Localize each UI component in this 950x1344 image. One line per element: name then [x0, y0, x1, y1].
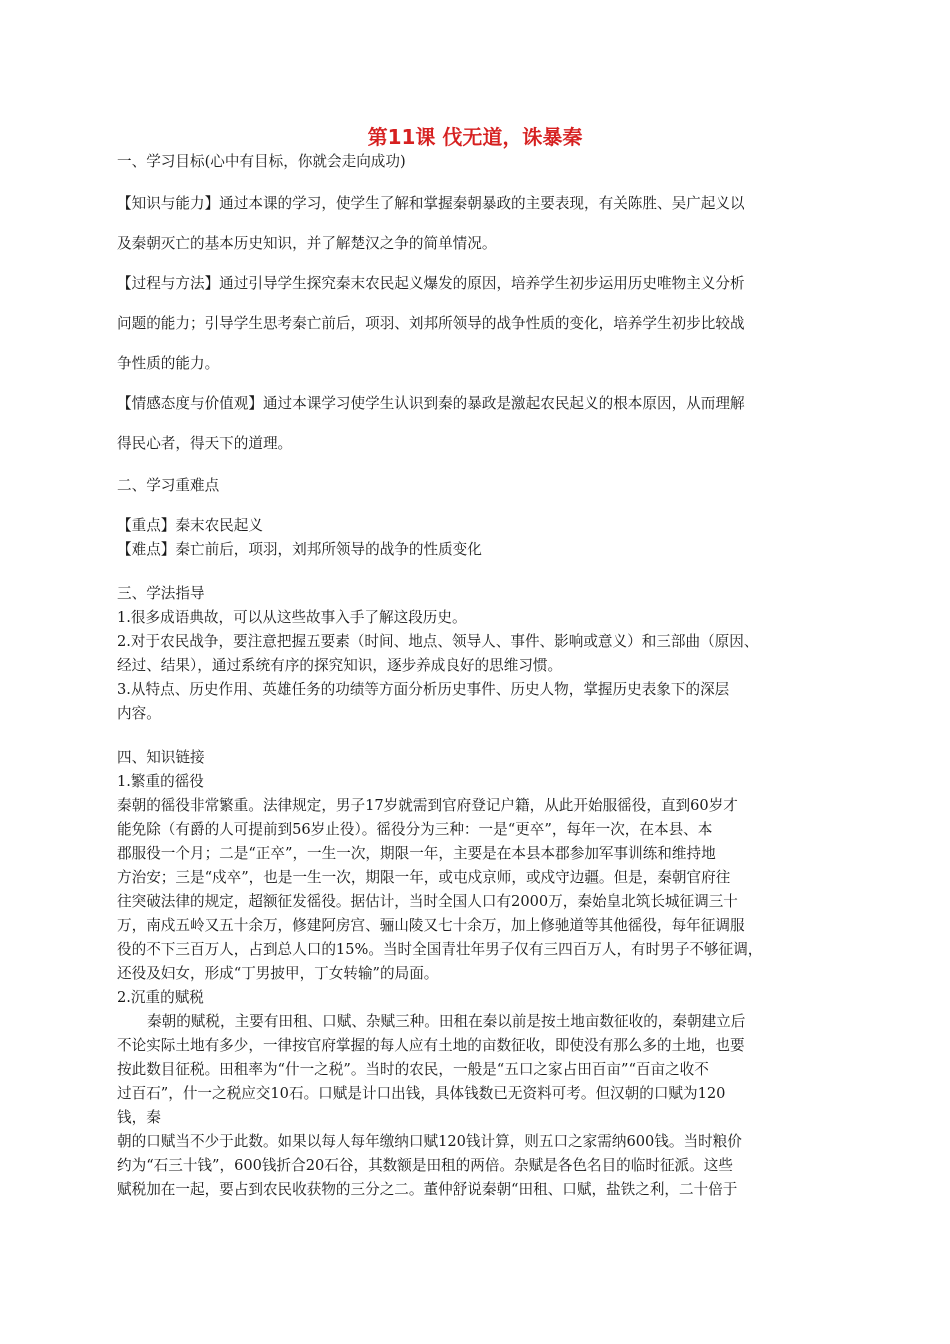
paragraph-line: 往突破法律的规定，超额征发徭役。据估计，当时全国人口有2000万，秦始皇北筑长城征调三十: [117, 893, 738, 910]
paragraph-line: 得民心者，得天下的道理。: [117, 435, 293, 452]
paragraph-line: 及秦朝灭亡的基本历史知识，并了解楚汉之争的简单情况。: [117, 235, 497, 252]
difficult-point: 【难点】秦亡前后，项羽，刘邦所领导的战争的性质变化: [117, 541, 482, 558]
paragraph-line: 万，南戍五岭又五十余万，修建阿房宫、骊山陵又七十余万，加上修驰道等其他徭役，每年征调服: [117, 917, 745, 934]
section-heading-knowledge: 四、知识链接: [117, 749, 205, 766]
list-item: 2.对于农民战争，要注意把握五要素（时间、地点、领导人、事件、影响或意义）和三部曲（原因、: [117, 633, 759, 650]
subheading-corvee: 1.繁重的徭役: [117, 773, 204, 790]
paragraph-line: 役的不下三百万人，占到总人口的15%。当时全国青壮年男子仅有三四百万人，有时男子不够征调，: [117, 941, 763, 958]
section-heading-goals: 一、学习目标(心中有目标，你就会走向成功): [117, 153, 406, 170]
paragraph-line: 郡服役一个月；二是“正卒”，一生一次，期限一年，主要是在本县本郡参加军事训练和维持地: [117, 845, 716, 862]
paragraph-line: 秦朝的赋税，主要有田租、口赋、杂赋三种。田租在秦以前是按土地亩数征收的，秦朝建立后: [147, 1013, 746, 1030]
paragraph-line: 【过程与方法】通过引导学生探究秦末农民起义爆发的原因，培养学生初步运用历史唯物主义分析: [117, 275, 745, 292]
paragraph-line: 争性质的能力。: [117, 355, 220, 372]
paragraph-line: 约为“石三十钱”，600钱折合20石谷，其数额是田租的两倍。杂赋是各色名目的临时征派。这些: [117, 1157, 733, 1174]
list-item: 1.很多成语典故，可以从这些故事入手了解这段历史。: [117, 609, 467, 626]
section-heading-key-points: 二、学习重难点: [117, 477, 220, 494]
list-item: 3.从特点、历史作用、英雄任务的功绩等方面分析历史事件、历史人物，掌握历史表象下的深层: [117, 681, 730, 698]
paragraph-line: 朝的口赋当不少于此数。如果以每人每年缴纳口赋120钱计算，则五口之家需纳600钱。当时粮价: [117, 1133, 742, 1150]
paragraph-line: 【情感态度与价值观】通过本课学习使学生认识到秦的暴政是激起农民起义的根本原因，从而理解: [117, 395, 745, 412]
list-item-continued: 内容。: [117, 705, 161, 722]
paragraph-line: 【知识与能力】通过本课的学习，使学生了解和掌握秦朝暴政的主要表现，有关陈胜、吴广起义以: [117, 195, 745, 212]
paragraph-line: 问题的能力；引导学生思考秦亡前后，项羽、刘邦所领导的战争性质的变化，培养学生初步比较战: [117, 315, 745, 332]
document-body: [117, 150, 837, 1202]
paragraph-line: 还役及妇女，形成“丁男披甲，丁女转输”的局面。: [117, 965, 439, 982]
paragraph-line: 赋税加在一起，要占到农民收获物的三分之二。董仲舒说秦朝“田租、口赋，盐铁之利，二十倍于: [117, 1181, 738, 1198]
list-item-continued: 经过、结果），通过系统有序的探究知识，逐步养成良好的思维习惯。: [117, 657, 563, 674]
paragraph-line: 不论实际土地有多少，一律按官府掌握的每人应有土地的亩数征收，即使没有那么多的土地，也要: [117, 1037, 745, 1054]
paragraph-line: 钱，秦: [117, 1109, 161, 1126]
section-heading-methods: 三、学法指导: [117, 585, 205, 602]
paragraph-line: 能免除（有爵的人可提前到56岁止役）。徭役分为三种：一是“更卒”，每年一次，在本县、本: [117, 821, 713, 838]
paragraph-line: 过百石”，什一之税应交10石。口赋是计口出钱，具体钱数已无资料可考。但汉朝的口赋为120: [117, 1085, 726, 1102]
paragraph-line: 按此数目征税。田租率为“什一之税”。当时的农民，一般是“五口之家占田百亩”“百亩之收不: [117, 1061, 709, 1078]
lesson-title: 第11课 伐无道，诛暴秦: [367, 125, 583, 149]
paragraph-line: 方治安；三是“戍卒”，也是一生一次，期限一年，或屯戍京师，或戍守边疆。但是，秦朝官府往: [117, 869, 731, 886]
subheading-taxes: 2.沉重的赋税: [117, 989, 204, 1006]
key-point: 【重点】秦末农民起义: [117, 517, 263, 534]
paragraph-line: 秦朝的徭役非常繁重。法律规定，男子17岁就需到官府登记户籍，从此开始服徭役，直到60岁才: [117, 797, 738, 814]
